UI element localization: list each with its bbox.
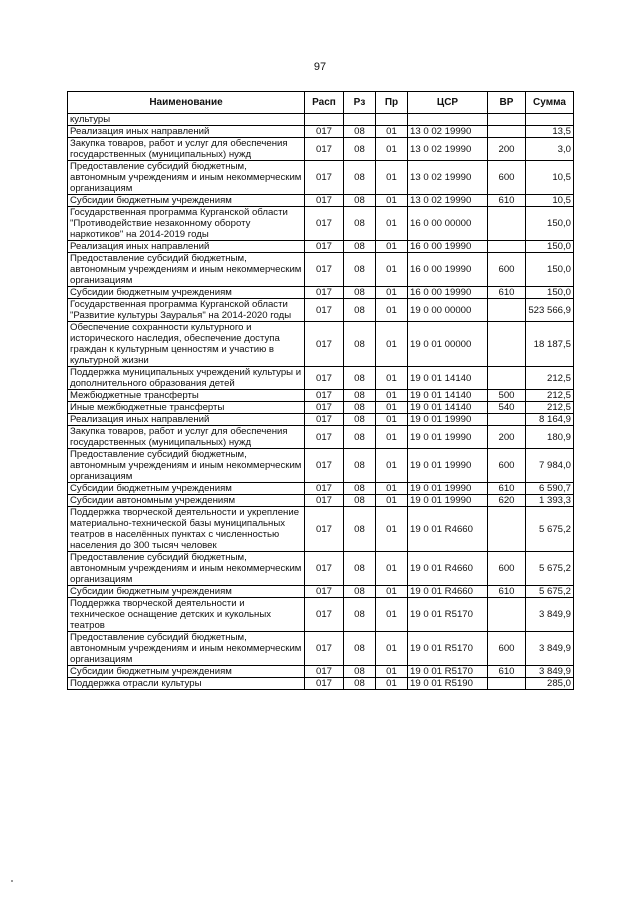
cell-name: Поддержка творческой деятельности и техническое оснащение детских и кукольных театров <box>68 598 305 632</box>
cell-name: Предоставление субсидий бюджетным, автономным учреждениям и иным некоммерческим организациям <box>68 632 305 666</box>
cell-rasp: 017 <box>305 449 344 483</box>
cell-csr: 19 0 01 R5190 <box>408 678 488 690</box>
table-row <box>68 195 574 207</box>
table-row <box>68 126 574 138</box>
cell-rz: 08 <box>344 507 376 552</box>
cell-name: культуры <box>68 114 305 126</box>
cell-pr: 01 <box>376 495 408 507</box>
cell-csr: 19 0 01 14140 <box>408 390 488 402</box>
cell-rasp: 017 <box>305 666 344 678</box>
cell-name: Субсидии бюджетным учреждениям <box>68 586 305 598</box>
cell-rasp: 017 <box>305 426 344 449</box>
cell-rasp: 017 <box>305 402 344 414</box>
cell-rz: 08 <box>344 666 376 678</box>
cell-vr: 540 <box>488 402 526 414</box>
cell-pr: 01 <box>376 598 408 632</box>
cell-name: Реализация иных направлений <box>68 241 305 253</box>
cell-csr <box>408 114 488 126</box>
table-row <box>68 426 574 449</box>
cell-pr: 01 <box>376 207 408 241</box>
cell-pr: 01 <box>376 367 408 390</box>
cell-rasp: 017 <box>305 195 344 207</box>
cell-csr: 13 0 02 19990 <box>408 195 488 207</box>
cell-rz: 08 <box>344 138 376 161</box>
cell-csr: 19 0 01 19990 <box>408 483 488 495</box>
cell-rz: 08 <box>344 241 376 253</box>
cell-sum: 150,0 <box>526 241 574 253</box>
cell-sum: 212,5 <box>526 402 574 414</box>
table-row <box>68 414 574 426</box>
cell-vr <box>488 678 526 690</box>
table-row <box>68 507 574 552</box>
cell-name: Предоставление субсидий бюджетным, автономным учреждениям и иным некоммерческим организациям <box>68 449 305 483</box>
cell-pr: 01 <box>376 253 408 287</box>
cell-vr <box>488 367 526 390</box>
cell-vr <box>488 114 526 126</box>
cell-rz: 08 <box>344 207 376 241</box>
cell-vr: 610 <box>488 195 526 207</box>
cell-rz: 08 <box>344 367 376 390</box>
table-row <box>68 138 574 161</box>
table-row <box>68 678 574 690</box>
table-row <box>68 598 574 632</box>
cell-pr: 01 <box>376 414 408 426</box>
cell-sum: 18 187,5 <box>526 322 574 367</box>
table-row <box>68 402 574 414</box>
cell-rasp: 017 <box>305 390 344 402</box>
cell-rz: 08 <box>344 426 376 449</box>
cell-sum: 7 984,0 <box>526 449 574 483</box>
cell-pr: 01 <box>376 322 408 367</box>
cell-rz: 08 <box>344 586 376 598</box>
cell-sum: 150,0 <box>526 207 574 241</box>
cell-name: Поддержка отрасли культуры <box>68 678 305 690</box>
cell-sum: 8 164,9 <box>526 414 574 426</box>
cell-pr: 01 <box>376 138 408 161</box>
cell-name: Субсидии автономным учреждениям <box>68 495 305 507</box>
cell-vr: 610 <box>488 483 526 495</box>
cell-pr: 01 <box>376 241 408 253</box>
cell-csr: 13 0 02 19990 <box>408 161 488 195</box>
cell-name: Государственная программа Курганской области "Развитие культуры Зауралья" на 2014-2020 годы <box>68 299 305 322</box>
cell-name: Реализация иных направлений <box>68 414 305 426</box>
cell-csr: 19 0 01 19990 <box>408 426 488 449</box>
cell-sum <box>526 114 574 126</box>
cell-pr: 01 <box>376 390 408 402</box>
budget-table <box>67 91 574 690</box>
cell-csr: 13 0 02 19990 <box>408 138 488 161</box>
cell-csr: 19 0 01 14140 <box>408 367 488 390</box>
cell-rasp: 017 <box>305 414 344 426</box>
cell-pr: 01 <box>376 666 408 678</box>
header-pr: Пр <box>376 92 408 114</box>
table-row <box>68 207 574 241</box>
cell-sum: 13,5 <box>526 126 574 138</box>
cell-name: Реализация иных направлений <box>68 126 305 138</box>
cell-csr: 16 0 00 19990 <box>408 253 488 287</box>
cell-csr: 16 0 00 19990 <box>408 287 488 299</box>
cell-pr: 01 <box>376 426 408 449</box>
cell-vr <box>488 598 526 632</box>
cell-rasp: 017 <box>305 483 344 495</box>
cell-csr: 13 0 02 19990 <box>408 126 488 138</box>
table-row <box>68 241 574 253</box>
table-row <box>68 495 574 507</box>
cell-rz: 08 <box>344 449 376 483</box>
cell-rasp: 017 <box>305 678 344 690</box>
cell-sum: 1 393,3 <box>526 495 574 507</box>
cell-rasp: 017 <box>305 161 344 195</box>
cell-sum: 10,5 <box>526 195 574 207</box>
cell-sum: 3,0 <box>526 138 574 161</box>
header-vr: ВР <box>488 92 526 114</box>
cell-name: Субсидии бюджетным учреждениям <box>68 666 305 678</box>
cell-sum: 3 849,9 <box>526 632 574 666</box>
table-row <box>68 367 574 390</box>
cell-vr: 610 <box>488 287 526 299</box>
cell-name: Субсидии бюджетным учреждениям <box>68 483 305 495</box>
scan-artifact-dot <box>11 880 13 882</box>
cell-pr: 01 <box>376 552 408 586</box>
cell-sum: 150,0 <box>526 253 574 287</box>
cell-rasp: 017 <box>305 207 344 241</box>
cell-rasp: 017 <box>305 253 344 287</box>
cell-sum: 212,5 <box>526 367 574 390</box>
cell-name: Иные межбюджетные трансферты <box>68 402 305 414</box>
cell-pr: 01 <box>376 586 408 598</box>
cell-rasp: 017 <box>305 495 344 507</box>
cell-vr <box>488 241 526 253</box>
cell-csr: 16 0 00 00000 <box>408 207 488 241</box>
cell-rasp <box>305 114 344 126</box>
cell-rasp: 017 <box>305 552 344 586</box>
table-header-row <box>68 92 574 114</box>
cell-csr: 19 0 01 19990 <box>408 495 488 507</box>
cell-sum: 3 849,9 <box>526 598 574 632</box>
cell-rz <box>344 114 376 126</box>
cell-vr: 200 <box>488 138 526 161</box>
table-row <box>68 586 574 598</box>
cell-csr: 19 0 00 00000 <box>408 299 488 322</box>
cell-csr: 19 0 01 R5170 <box>408 666 488 678</box>
cell-rasp: 017 <box>305 241 344 253</box>
cell-csr: 16 0 00 19990 <box>408 241 488 253</box>
cell-csr: 19 0 01 00000 <box>408 322 488 367</box>
cell-name: Межбюджетные трансферты <box>68 390 305 402</box>
cell-pr: 01 <box>376 402 408 414</box>
cell-pr: 01 <box>376 678 408 690</box>
header-csr: ЦСР <box>408 92 488 114</box>
cell-vr: 600 <box>488 449 526 483</box>
cell-rasp: 017 <box>305 299 344 322</box>
cell-name: Закупка товаров, работ и услуг для обеспечения государственных (муниципальных) нужд <box>68 138 305 161</box>
cell-pr: 01 <box>376 483 408 495</box>
cell-sum: 3 849,9 <box>526 666 574 678</box>
cell-name: Предоставление субсидий бюджетным, автономным учреждениям и иным некоммерческим организациям <box>68 161 305 195</box>
cell-rasp: 017 <box>305 138 344 161</box>
cell-vr <box>488 299 526 322</box>
header-rasp: Расп <box>305 92 344 114</box>
cell-rz: 08 <box>344 552 376 586</box>
cell-pr: 01 <box>376 299 408 322</box>
cell-name: Поддержка творческой деятельности и укрепление материально-технической базы муниципальных театров в населённых пунктах с численностью населения до 300 тысяч человек <box>68 507 305 552</box>
cell-vr: 600 <box>488 632 526 666</box>
cell-csr: 19 0 01 R5170 <box>408 632 488 666</box>
cell-sum: 5 675,2 <box>526 507 574 552</box>
cell-sum: 285,0 <box>526 678 574 690</box>
cell-pr: 01 <box>376 507 408 552</box>
cell-name: Предоставление субсидий бюджетным, автономным учреждениям и иным некоммерческим организациям <box>68 253 305 287</box>
cell-pr <box>376 114 408 126</box>
cell-vr: 600 <box>488 552 526 586</box>
table-row <box>68 552 574 586</box>
cell-rz: 08 <box>344 287 376 299</box>
cell-sum: 180,9 <box>526 426 574 449</box>
cell-vr: 600 <box>488 161 526 195</box>
table-row <box>68 390 574 402</box>
cell-csr: 19 0 01 19990 <box>408 414 488 426</box>
table-row <box>68 483 574 495</box>
cell-vr <box>488 507 526 552</box>
cell-csr: 19 0 01 14140 <box>408 402 488 414</box>
cell-vr <box>488 126 526 138</box>
cell-vr: 200 <box>488 426 526 449</box>
cell-rz: 08 <box>344 322 376 367</box>
cell-rz: 08 <box>344 598 376 632</box>
cell-rasp: 017 <box>305 322 344 367</box>
cell-name: Субсидии бюджетным учреждениям <box>68 287 305 299</box>
table-row <box>68 322 574 367</box>
cell-rz: 08 <box>344 495 376 507</box>
cell-rz: 08 <box>344 678 376 690</box>
cell-rz: 08 <box>344 414 376 426</box>
cell-csr: 19 0 01 19990 <box>408 449 488 483</box>
cell-rz: 08 <box>344 126 376 138</box>
cell-name: Обеспечение сохранности культурного и исторического наследия, обеспечение доступа граждан к культурным ценностям и участию в культурной жизни <box>68 322 305 367</box>
header-name: Наименование <box>68 92 305 114</box>
cell-rz: 08 <box>344 402 376 414</box>
table-row <box>68 666 574 678</box>
table-row <box>68 287 574 299</box>
table-row <box>68 161 574 195</box>
cell-rasp: 017 <box>305 632 344 666</box>
cell-pr: 01 <box>376 126 408 138</box>
table-row <box>68 253 574 287</box>
cell-rz: 08 <box>344 253 376 287</box>
cell-rasp: 017 <box>305 507 344 552</box>
cell-rz: 08 <box>344 299 376 322</box>
table-row <box>68 299 574 322</box>
cell-name: Закупка товаров, работ и услуг для обеспечения государственных (муниципальных) нужд <box>68 426 305 449</box>
table-row <box>68 632 574 666</box>
cell-csr: 19 0 01 R4660 <box>408 552 488 586</box>
cell-rz: 08 <box>344 161 376 195</box>
cell-sum: 523 566,9 <box>526 299 574 322</box>
cell-pr: 01 <box>376 287 408 299</box>
cell-name: Государственная программа Курганской области "Противодействие незаконному обороту наркотиков" на 2014-2019 годы <box>68 207 305 241</box>
cell-vr: 610 <box>488 666 526 678</box>
cell-rz: 08 <box>344 390 376 402</box>
cell-sum: 10,5 <box>526 161 574 195</box>
cell-name: Поддержка муниципальных учреждений культуры и дополнительного образования детей <box>68 367 305 390</box>
table-body <box>68 114 574 690</box>
cell-rz: 08 <box>344 195 376 207</box>
cell-vr: 500 <box>488 390 526 402</box>
cell-pr: 01 <box>376 632 408 666</box>
cell-rasp: 017 <box>305 598 344 632</box>
cell-sum: 150,0 <box>526 287 574 299</box>
cell-pr: 01 <box>376 161 408 195</box>
cell-name: Субсидии бюджетным учреждениям <box>68 195 305 207</box>
cell-vr: 600 <box>488 253 526 287</box>
header-rz: Рз <box>344 92 376 114</box>
cell-vr <box>488 207 526 241</box>
cell-csr: 19 0 01 R5170 <box>408 598 488 632</box>
cell-name: Предоставление субсидий бюджетным, автономным учреждениям и иным некоммерческим организациям <box>68 552 305 586</box>
cell-csr: 19 0 01 R4660 <box>408 507 488 552</box>
page-number: 97 <box>313 61 327 73</box>
cell-rz: 08 <box>344 483 376 495</box>
cell-vr: 620 <box>488 495 526 507</box>
cell-sum: 212,5 <box>526 390 574 402</box>
cell-rasp: 017 <box>305 287 344 299</box>
cell-sum: 5 675,2 <box>526 586 574 598</box>
cell-vr: 610 <box>488 586 526 598</box>
cell-vr <box>488 414 526 426</box>
header-sum: Сумма <box>526 92 574 114</box>
cell-rasp: 017 <box>305 586 344 598</box>
cell-rz: 08 <box>344 632 376 666</box>
cell-vr <box>488 322 526 367</box>
cell-sum: 5 675,2 <box>526 552 574 586</box>
cell-pr: 01 <box>376 449 408 483</box>
cell-rasp: 017 <box>305 367 344 390</box>
table-row <box>68 449 574 483</box>
cell-csr: 19 0 01 R4660 <box>408 586 488 598</box>
cell-sum: 6 590,7 <box>526 483 574 495</box>
cell-pr: 01 <box>376 195 408 207</box>
cell-rasp: 017 <box>305 126 344 138</box>
table-row <box>68 114 574 126</box>
